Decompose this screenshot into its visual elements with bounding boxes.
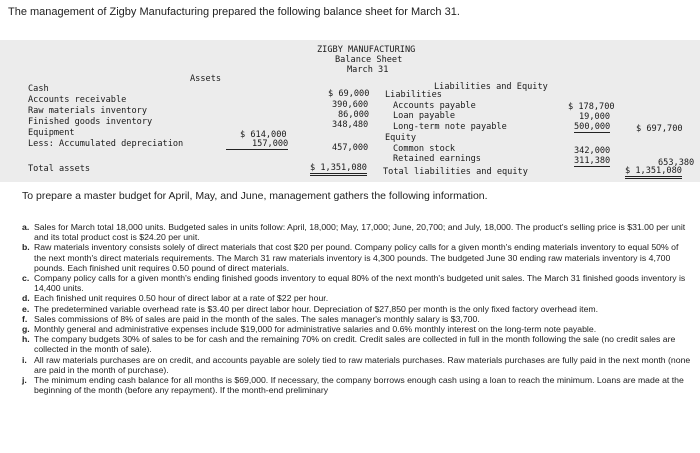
equipment-value: $ 614,000 xyxy=(240,130,287,140)
item-label: e. xyxy=(22,303,30,314)
loan-value: 19,000 xyxy=(579,112,611,122)
item-label: h. xyxy=(22,334,30,345)
equipment-label: Equipment xyxy=(28,128,75,138)
item-text: Sales for March total 18,000 units. Budgeted sales in units follow: April, 18,000; May, 17,000; June, 20,700; and July, 18,000. The product's selling price is $31.00 per unit and its total product cost is $24.20 per unit. xyxy=(34,222,686,243)
sheet-date: March 31 xyxy=(347,65,389,75)
fg-label: Finished goods inventory xyxy=(28,117,153,127)
list-item xyxy=(22,334,692,354)
rm-value: 86,000 xyxy=(338,110,370,120)
ap-label: Accounts payable xyxy=(393,101,476,111)
retained-earnings-value: 311,380 xyxy=(574,156,611,166)
liabilities-equity-header: Liabilities and Equity xyxy=(434,82,548,92)
ar-label: Accounts receivable xyxy=(28,95,127,105)
item-text: Each finished unit requires 0.50 hour of direct labor at a rate of $22 per hour. xyxy=(34,293,329,304)
list-item xyxy=(22,273,692,293)
depreciation-value: 157,000 xyxy=(226,139,288,150)
item-text: The company budgets 30% of sales to be for cash and the remaining 70% on credit. Credit sales are collected in full in the month following the sale (no credit sales are collected in the month of sale). xyxy=(34,334,676,355)
list-item xyxy=(22,293,692,303)
item-label: b. xyxy=(22,242,30,253)
list-item xyxy=(22,242,692,273)
item-label: f. xyxy=(22,313,28,324)
list-item xyxy=(22,304,692,314)
item-text: The minimum ending cash balance for all months is $69,000. If necessary, the company borrows enough cash using a loan to reach the minimum. Loans are made at the beginning of the month (before any repayment). If the month-end preliminary xyxy=(34,375,684,396)
common-stock-label: Common stock xyxy=(393,144,456,154)
retained-earnings-label: Retained earnings xyxy=(393,154,481,164)
liabilities-label: Liabilities xyxy=(385,90,442,100)
equity-label: Equity xyxy=(385,133,417,143)
total-liabilities-equity-label: Total liabilities and equity xyxy=(383,167,528,177)
ar-value: 390,600 xyxy=(332,100,369,110)
master-budget-intro: To prepare a master budget for April, May, and June, management gathers the following information. xyxy=(22,190,488,202)
balance-sheet xyxy=(0,40,700,182)
item-text: Raw materials inventory consists solely of direct materials that cost $20 per pound. Company policy calls for a given month's ending materials inventory to equal 50% of the next month's direct materials requirements. The March 31 raw materials inventory is 4,300 pounds. The budgeted June 30 ending raw materials inventory is 4,700 pounds. Each finished unit requires 0.50 pound of direct materials. xyxy=(34,242,679,273)
net-equipment-value: 457,000 xyxy=(332,143,369,153)
long-term-note-label: Long-term note payable xyxy=(393,122,507,132)
cash-value: $ 69,000 xyxy=(328,89,370,99)
ap-value: $ 178,700 xyxy=(568,102,615,112)
item-label: g. xyxy=(22,324,30,335)
common-stock-value: 342,000 xyxy=(574,146,611,156)
total-assets-value: $ 1,351,080 xyxy=(310,163,367,176)
item-label: d. xyxy=(22,293,30,304)
assumptions-list xyxy=(22,222,692,395)
item-text: All raw materials purchases are on credit, and accounts payable are solely tied to raw materials purchases. Raw materials purchases are fully paid in the next month (none are paid in the month of purchase). xyxy=(34,354,691,375)
total-liabilities-value: $ 697,700 xyxy=(636,124,683,134)
assets-header: Assets xyxy=(190,74,222,84)
item-label: i. xyxy=(22,354,27,365)
list-item xyxy=(22,222,692,242)
item-label: a. xyxy=(22,222,30,232)
list-item xyxy=(22,314,692,324)
item-text: Company policy calls for a given month's ending finished goods inventory to equal 80% of the next month's budgeted unit sales. The March 31 finished goods inventory is 14,400 units. xyxy=(34,273,686,294)
long-term-note-value: 500,000 xyxy=(574,122,611,132)
fg-value: 348,480 xyxy=(332,120,369,130)
total-liabilities-equity-value: $ 1,351,080 xyxy=(625,166,682,179)
sheet-title: Balance Sheet xyxy=(335,55,403,65)
intro-text: The management of Zigby Manufacturing prepared the following balance sheet for March 31. xyxy=(8,6,460,18)
cash-label: Cash xyxy=(28,84,49,94)
total-assets-label: Total assets xyxy=(28,164,91,174)
item-text: The predetermined variable overhead rate is $3.40 per direct labor hour. Depreciation of $27,850 per month is the only fixed factory overhead item. xyxy=(34,303,599,314)
list-item xyxy=(22,355,692,375)
loan-label: Loan payable xyxy=(393,111,456,121)
rm-label: Raw materials inventory xyxy=(28,106,147,116)
depreciation-label: Less: Accumulated depreciation xyxy=(28,139,184,149)
bottom-fade xyxy=(0,439,700,453)
list-item xyxy=(22,375,692,395)
item-label: j. xyxy=(22,375,27,386)
company-name: ZIGBY MANUFACTURING xyxy=(317,45,416,55)
list-item xyxy=(22,324,692,334)
total-equity-value: 653,380 xyxy=(658,158,695,168)
item-text: Monthly general and administrative expenses include $19,000 for administrative salaries and 0.6% monthly interest on the long-term note payable. xyxy=(34,324,597,335)
item-text: Sales commissions of 8% of sales are paid in the month of the sales. The sales manager's monthly salary is $3,700. xyxy=(34,313,480,324)
item-label: c. xyxy=(22,273,30,284)
